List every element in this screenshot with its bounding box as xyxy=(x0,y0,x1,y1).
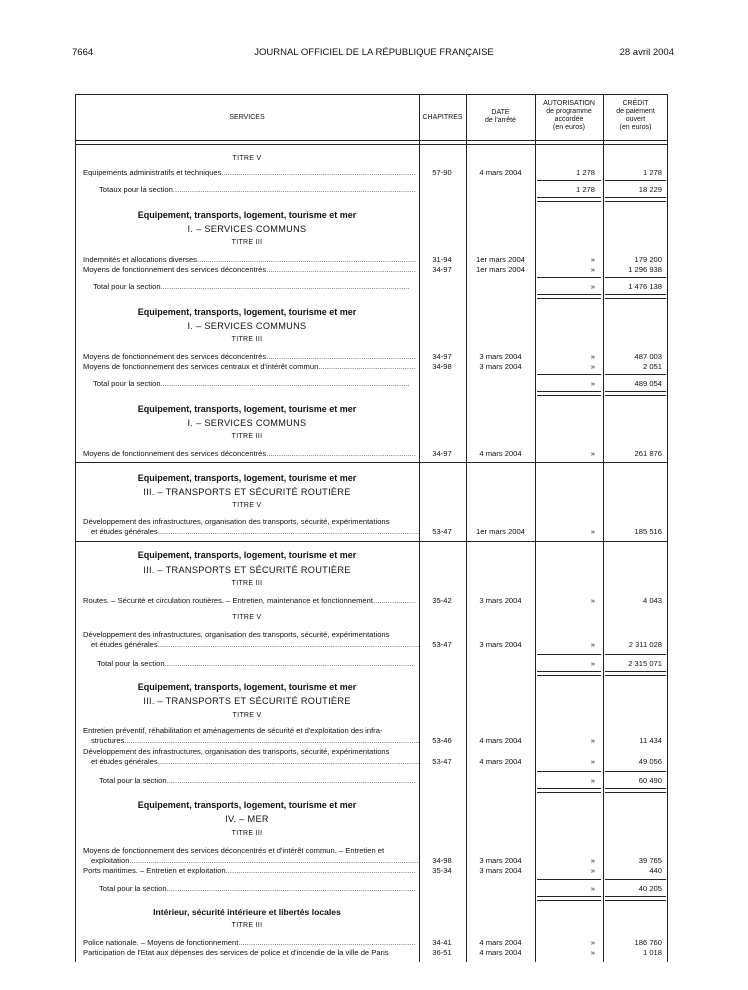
block-rule xyxy=(75,541,668,542)
col-header-date: DATE de l'arrêté xyxy=(485,109,516,124)
header-rule xyxy=(75,144,668,145)
section-heading: I. – SERVICES COMMUNS xyxy=(187,321,307,331)
titre-heading: TITRE III xyxy=(231,433,263,440)
titre-heading: TITRE V xyxy=(232,502,262,509)
titre-heading: TITRE V xyxy=(232,712,262,719)
double-rule xyxy=(537,671,601,676)
issue-date: 28 avril 2004 xyxy=(619,47,674,58)
col-header-credit: CRÉDIT de paiement ouvert (en euros) xyxy=(616,100,655,131)
section-heading: III. – TRANSPORTS ET SÉCURITÉ ROUTIÈRE xyxy=(143,565,351,575)
section-heading: III. – TRANSPORTS ET SÉCURITÉ ROUTIÈRE xyxy=(143,696,351,706)
double-rule xyxy=(537,197,601,202)
section-heading: I. – SERVICES COMMUNS xyxy=(187,418,307,428)
titre-heading: TITRE III xyxy=(231,336,263,343)
page-number: 7664 xyxy=(72,47,94,58)
col-header-chapitres: CHAPITRES xyxy=(422,114,463,121)
sum-rule xyxy=(537,374,601,375)
sum-rule xyxy=(537,654,601,655)
sum-rule xyxy=(605,180,666,181)
ministry-heading: Equipement, transports, logement, tourisme et mer xyxy=(137,210,357,220)
page-header xyxy=(0,47,748,61)
sum-rule xyxy=(605,771,666,772)
double-rule xyxy=(605,788,666,793)
block-rule xyxy=(75,462,668,463)
header-rule xyxy=(75,140,668,141)
journal-title: JOURNAL OFFICIEL DE LA RÉPUBLIQUE FRANÇAISE xyxy=(254,47,494,58)
double-rule xyxy=(537,896,601,901)
col-header-autorisation: AUTORISATION de programme accordée (en euros) xyxy=(543,100,595,131)
double-rule xyxy=(537,294,601,299)
credits-table: SERVICES CHAPITRES DATE de l'arrêté AUTORISATION de programme accordée (en euros) CRÉDIT de paiement ouvert (en euros) TITRE V Equipements administratifs et techniques ..... 57-90 4 mars 2004 1 278 1 278 Totaux pour la section ..... 1 278 18 229 Equipement, transports, logement, tourisme et mer I. – SERVICES COMMUNS TITRE III Indemnités et allocations diverses ..... 31-94 1er mars 2004 » 179 200 Moyens de fonctionnement des services déconcentrés ..... 34-97 1er mars 2004 » 1 296 938 Total pour la section ..... » 1 476 138 Equipement, transports, logement, tourisme et mer I. – SERVICES COMMUNS TITRE III Moyens de fonctionnement des services déconcentrés ..... 34-97 3 mars 2004 » 487 003 Moyens de fonctionnement des services centraux et d'intérêt commun ..... 34-98 3 mars 2004 » 2 051 Total pour la section ..... » 489 054 Equipement, transports, logement, tourisme et mer I. – SERVICES COMMUNS TITRE III Moyens de fonctionnement des services déconcentrés ..... 34-97 4 mars 2004 » 261 876 Equipement, transports, logement, tourisme et mer III. – TRANSPORTS ET SÉCURITÉ ROUTIÈRE TITRE V Développement des infrastructures, organisation des transports, sécurité, expérimentations et études générales ..... 53-47 1er mars 2004 » 185 516 Equipement, transports, logement, tourisme et mer III. – TRANSPORTS ET SÉCURITÉ ROUTIÈRE TITRE III Routes. – Sécurité et circulation routières. – Entretien, maintenance et fonctionnement ..... 35-42 3 mars 2004 » 4 043 TITRE V Développement des infrastructures, organisation des transports, sécurité, expérimentations et études générales ..... 53-47 3 mars 2004 » 2 311 028 Total pour la section ..... » 2 315 071 Equipement, transports, logement, tourisme et mer III. – TRANSPORTS ET SÉCURITÉ ROUTIÈRE TITRE V Entretien préventif, réhabilitation et aménagements de sécurité et d'exploitation des infra- structures ..... 53-46 4 mars 2004 » 11 434 Développement des infrastructures, organisation des transports, sécurité, expérimentations et études générales ..... 53-47 4 mars 2004 » 49 056 Total pour la section ..... » 60 490 Equipement, transports, logement, tourisme et mer IV. – MER TITRE III Moyens de fonctionnement des services déconcentrés et d'intérêt commun. – Entretien et exploitation ..... 34-98 3 mars 2004 » 39 765 Ports maritimes. – Entretien et exploitation ..... 35-34 3 mars 2004 » 440 Total pour la section ..... » 40 205 Intérieur, sécurité intérieure et libertés locales TITRE III Police nationale. – Moyens de fonctionnement ..... 34-41 4 mars 2004 » 186 760 Participation de l'Etat aux dépenses des services de police et d'incendie de la ville de Paris 36-51 4 mars 2004 » 1 018 xyxy=(75,94,668,962)
col-header-services: SERVICES xyxy=(229,114,265,121)
sum-rule xyxy=(605,654,666,655)
double-rule xyxy=(537,391,601,396)
double-rule xyxy=(537,788,601,793)
double-rule xyxy=(605,391,666,396)
ministry-heading: Equipement, transports, logement, tourisme et mer xyxy=(137,550,357,560)
section-heading: IV. – MER xyxy=(225,814,269,824)
sum-rule xyxy=(605,277,666,278)
section-heading: III. – TRANSPORTS ET SÉCURITÉ ROUTIÈRE xyxy=(143,487,351,497)
titre-heading: TITRE III xyxy=(231,580,263,587)
sum-rule xyxy=(537,180,601,181)
titre-heading: TITRE III xyxy=(231,922,263,929)
ministry-heading: Equipement, transports, logement, tourisme et mer xyxy=(137,404,357,414)
section-heading: I. – SERVICES COMMUNS xyxy=(187,224,307,234)
titre-heading: TITRE V xyxy=(232,155,262,162)
sum-rule xyxy=(537,277,601,278)
double-rule xyxy=(605,671,666,676)
titre-heading: TITRE III xyxy=(231,239,263,246)
ministry-heading: Equipement, transports, logement, tourisme et mer xyxy=(137,800,357,810)
double-rule xyxy=(605,197,666,202)
ministry-heading: Intérieur, sécurité intérieure et libertés locales xyxy=(153,907,341,917)
sum-rule xyxy=(537,771,601,772)
sum-rule xyxy=(605,374,666,375)
titre-heading: TITRE III xyxy=(231,830,263,837)
sum-rule xyxy=(537,879,601,880)
ministry-heading: Equipement, transports, logement, tourisme et mer xyxy=(137,682,357,692)
sum-rule xyxy=(605,879,666,880)
titre-heading: TITRE V xyxy=(232,614,262,621)
double-rule xyxy=(605,896,666,901)
double-rule xyxy=(605,294,666,299)
ministry-heading: Equipement, transports, logement, tourisme et mer xyxy=(137,473,357,483)
ministry-heading: Equipement, transports, logement, tourisme et mer xyxy=(137,307,357,317)
